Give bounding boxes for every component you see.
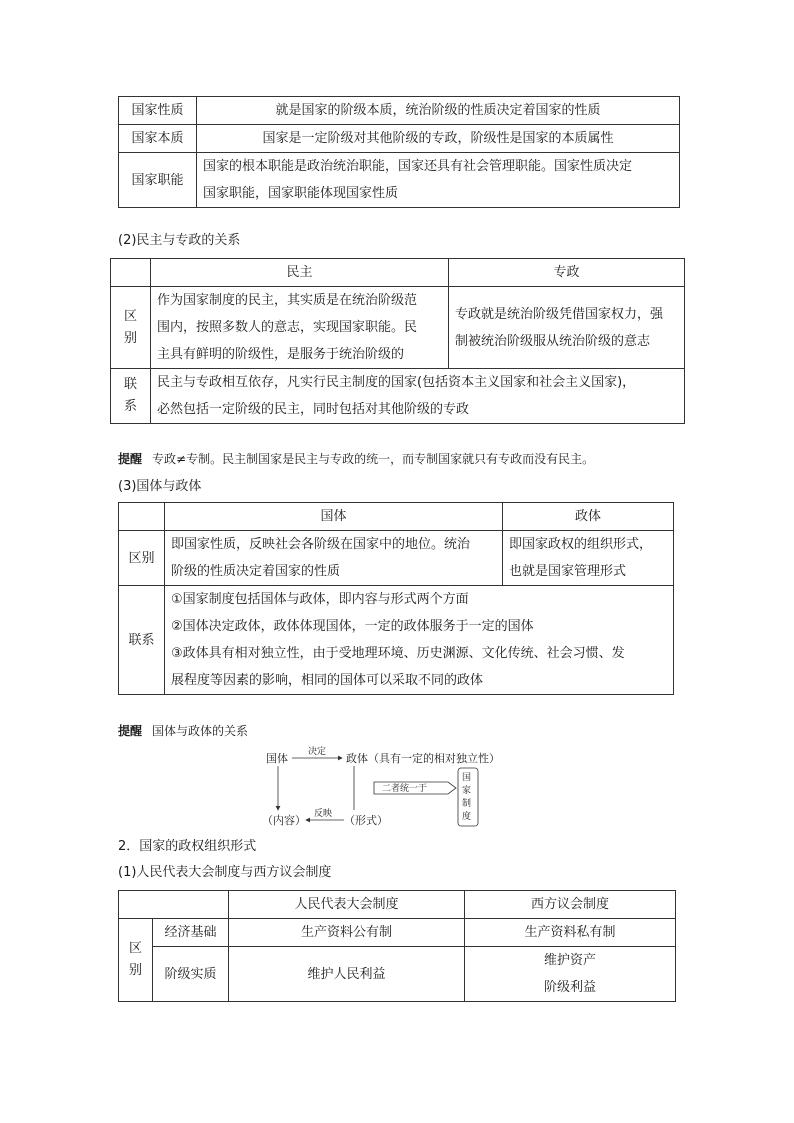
- tip-note: [118, 722, 248, 740]
- row-label: 联系: [119, 586, 165, 695]
- svg-text:国: 国: [462, 773, 472, 783]
- section-heading: (1)人民代表大会制度与西方议会制度: [118, 865, 332, 880]
- row-label: 区别: [119, 531, 165, 586]
- table-corner-cell: [119, 503, 165, 531]
- cell-line: 国家的根本职能是政治统治职能，国家还具有社会管理职能。国家性质决定: [203, 159, 633, 174]
- row-sublabel: 经济基础: [153, 919, 229, 947]
- tip-label: 提醒: [118, 724, 143, 738]
- table-cell: 作为国家制度的民主，其实质是在统治阶级范 围内，按照多数人的意志，实现国家职能。民 主具有鲜明的阶级性，是服务于统治阶级的: [151, 287, 449, 369]
- table-row: [119, 586, 674, 695]
- table-cell: 就是国家的阶级本质，统治阶级的性质决定着国家的性质: [197, 97, 680, 125]
- table-cell: 维护资产 阶级利益: [465, 947, 676, 1002]
- table-cell: 生产资料私有制: [465, 919, 676, 947]
- table-header-row: [119, 891, 676, 919]
- svg-text:家: 家: [462, 786, 472, 796]
- section-heading: (2)民主与专政的关系: [118, 233, 241, 248]
- table-cell: 国家是一定阶级对其他阶级的专政，阶级性是国家的本质属性: [197, 125, 680, 153]
- column-header: 专政: [449, 259, 685, 287]
- column-header: 民主: [151, 259, 449, 287]
- label-decide: 决定: [308, 747, 327, 757]
- table-row: [119, 947, 676, 1002]
- svg-text:制: 制: [462, 799, 472, 809]
- row-label: 区 别: [119, 919, 153, 1002]
- table-row: [119, 97, 680, 125]
- column-header: 人民代表大会制度: [229, 891, 465, 919]
- tip-text: 专政≠专制。民主制国家是民主与专政的统一，而专制国家就只有专政而没有民主。: [152, 452, 595, 466]
- table-cell: 即国家政权的组织形式， 也就是国家管理形式: [503, 531, 674, 586]
- table-row-label: 国家本质: [119, 125, 197, 153]
- row-label: 联 系: [111, 369, 151, 424]
- table-header-row: [119, 503, 674, 531]
- table-cell: 维护人民利益: [229, 947, 465, 1002]
- column-header: 国体: [165, 503, 503, 531]
- table-row-label: 国家性质: [119, 97, 197, 125]
- tip-note: [118, 450, 594, 468]
- node-guoti: 国体: [266, 752, 288, 765]
- table-row: [119, 153, 680, 208]
- svg-text:度: 度: [462, 812, 472, 822]
- row-sublabel: 阶级实质: [153, 947, 229, 1002]
- state-system-table: [118, 502, 674, 695]
- table-cell: 民主与专政相互依存，凡实行民主制度的国家(包括资本主义国家和社会主义国家)， 必然包括一定阶级的民主，同时包括对其他阶级的专政: [151, 369, 685, 424]
- column-header: 西方议会制度: [465, 891, 676, 919]
- table-cell: 生产资料公有制: [229, 919, 465, 947]
- row-label: 区 别: [111, 287, 151, 369]
- tip-label: 提醒: [118, 452, 143, 466]
- table-corner-cell: [119, 891, 229, 919]
- section-title: 2．国家的政权组织形式: [118, 839, 257, 854]
- democracy-dictatorship-table: [110, 258, 685, 424]
- label-reflect: 反映: [314, 809, 333, 819]
- cell-line: 国家职能，国家职能体现国家性质: [203, 186, 399, 201]
- table-row: [119, 125, 680, 153]
- table-cell: 即国家性质，反映社会各阶级在国家中的地位。统治 阶级的性质决定着国家的性质: [165, 531, 503, 586]
- node-neirong: （内容）: [262, 814, 306, 827]
- column-header: 政体: [503, 503, 674, 531]
- tip-text: 国体与政体的关系: [152, 724, 249, 738]
- table-row: [119, 919, 676, 947]
- label-unity: 二者统一于: [382, 784, 428, 794]
- table-corner-cell: [111, 259, 151, 287]
- table-cell: 专政就是统治阶级凭借国家权力，强 制被统治阶级服从统治阶级的意志: [449, 287, 685, 369]
- node-xingshi: （形式）: [344, 814, 388, 827]
- table-row: [111, 287, 685, 369]
- table-header-row: [111, 259, 685, 287]
- table-cell: [197, 153, 680, 208]
- node-zhengti: 政体（具有一定的相对独立性）: [346, 752, 500, 765]
- table-cell: ①国家制度包括国体与政体，即内容与形式两个方面 ②国体决定政体，政体体现国体，一定的政体服务于一定的国体 ③政体具有相对独立性，由于受地理环境、历史渊源、文化传统、社会习惯、发 展程度等因素的影响，相同的国体可以采取不同的政体: [165, 586, 674, 695]
- congress-system-table: [118, 890, 676, 1002]
- table-row: [111, 369, 685, 424]
- state-system-diagram: [262, 746, 532, 830]
- table-row-label: 国家职能: [119, 153, 197, 208]
- section-heading: (3)国体与政体: [118, 479, 202, 494]
- state-nature-table: [118, 96, 680, 208]
- table-row: [119, 531, 674, 586]
